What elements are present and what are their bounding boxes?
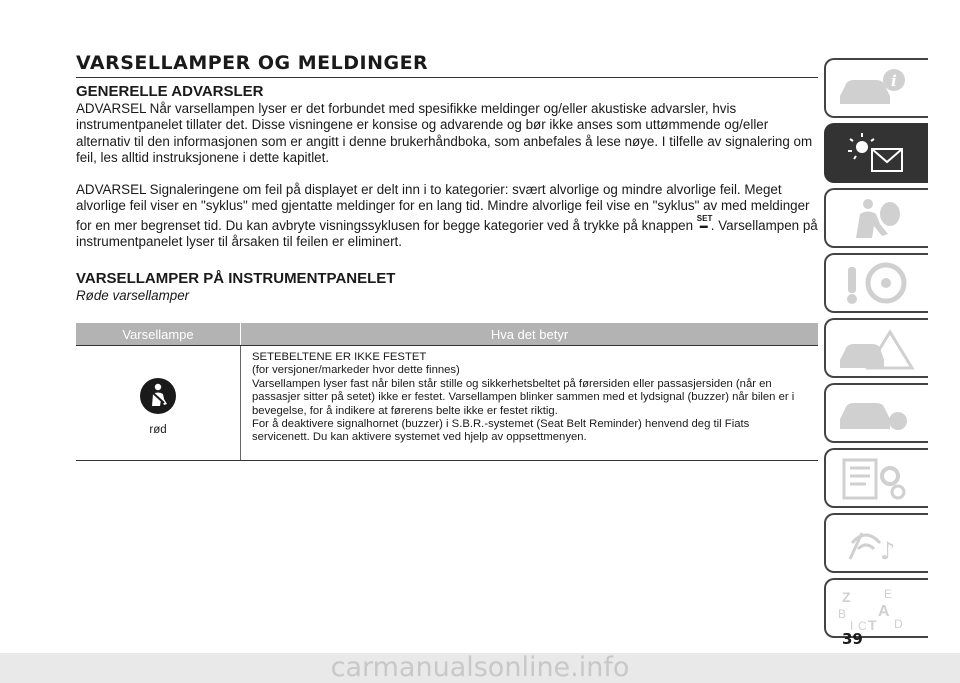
index-letter-d: D [894, 617, 903, 631]
paragraph-2-tail: . Varsellampen på instrumentpanelet lyser til årsaken til feilen er eliminert. [76, 217, 818, 249]
general-warnings-heading: GENERELLE ADVARSLER [76, 83, 264, 100]
index-letter-e: E [884, 587, 893, 601]
tab-index[interactable] [824, 578, 928, 638]
set-button-icon: SET ▬ [696, 213, 713, 230]
technical-data-icon [832, 454, 922, 504]
svg-text:i: i [891, 72, 897, 90]
tab-safety[interactable] [824, 188, 928, 248]
header-meaning: Hva det betyr [240, 323, 818, 345]
warning-lights-table [76, 323, 818, 461]
lamp-cell [76, 346, 240, 460]
row-title: SETEBELTENE ER IKKE FESTET [252, 351, 427, 363]
index-icon [832, 584, 922, 634]
warning-lights-messages-icon [832, 129, 922, 179]
lamp-color-label: rød [149, 423, 167, 436]
header-warning-lamp: Varsellampe [122, 326, 194, 342]
general-warnings-paragraph-2 [76, 182, 818, 250]
title-rule [76, 77, 818, 78]
multimedia-icon [832, 519, 922, 569]
index-letter-b: B [838, 607, 847, 621]
set-button-label: SET [696, 213, 713, 223]
general-warnings-paragraph-2-block [76, 182, 818, 250]
table-row [76, 346, 818, 461]
row-text-2: For å deaktivere signalhornet (buzzer) i S.B.R.-systemet (Seat Belt Reminder) henvend deg til Fiats servicenett. Du kan aktivere systemet ved hjelp av oppsettmenyen. [252, 418, 750, 444]
tab-technical-data[interactable] [824, 448, 928, 508]
tab-maintenance[interactable] [824, 383, 928, 443]
car-info-icon [832, 64, 922, 114]
red-warning-lights-subheading: Røde varsellamper [76, 288, 190, 303]
tab-emergency[interactable] [824, 318, 928, 378]
tab-car-info[interactable] [824, 58, 928, 118]
safety-airbag-icon [832, 194, 922, 244]
seatbelt-warning-icon [139, 377, 177, 420]
page-number: 39 [842, 630, 863, 648]
paragraph-2-text: ADVARSEL Signaleringene om feil på displayet er delt inn i to kategorier: svært alvorlige og mindre alvorlige feil. Meget alvorlige feil viser en "syklus" med gjentatte meldinger for en lang tid. Mindre alvorlige feil vise en "syklus" av med meldinger for en mer begrenset tid. Du kan avbryte visningssyklusen for begge kategorier ved å trykke på knappen [76, 182, 810, 233]
starting-driving-icon [832, 259, 922, 309]
tab-warning-lights[interactable] [824, 123, 928, 183]
index-letter-i: I [850, 619, 854, 633]
index-letter-t: T [868, 617, 877, 633]
general-warnings-paragraph-1: ADVARSEL Når varsellampen lyser er det forbundet med spesifikke meldinger og/eller akustiske advarsler, hvis instrumentpanelet tillater det. Disse visningene er konsise og advarende og bør ikke anses som uttømmende og/eller alternativ til den informasjonen som er angitt i denne brukerhåndboka, som anbefales å lese nøye. I tilfelle av signalering om feil, les alltid instruksjonene i dette kapitlet. [76, 101, 813, 165]
tab-starting-driving[interactable] [824, 253, 928, 313]
meaning-cell [240, 346, 818, 460]
index-letter-a: A [878, 603, 890, 620]
maintenance-car-icon [832, 389, 922, 439]
instrument-panel-heading: VARSELLAMPER PÅ INSTRUMENTPANELET [76, 270, 396, 287]
index-letter-z: Z [842, 589, 851, 605]
svg-text:♪: ♪ [880, 537, 896, 565]
tab-multimedia[interactable] [824, 513, 928, 573]
emergency-icon [832, 324, 922, 374]
chapter-tabs [824, 58, 928, 643]
table-header [76, 323, 818, 345]
general-warnings-section [76, 83, 818, 166]
instrument-panel-section [76, 270, 818, 304]
watermark: carmanualsonline.info [0, 653, 960, 683]
page-title: VARSELLAMPER OG MELDINGER [76, 52, 429, 74]
row-subtitle: (for versjoner/markeder hvor dette finnes) [252, 364, 460, 377]
row-text-1: Varsellampen lyser fast når bilen står stille og sikkerhetsbeltet på førersiden eller passasjersiden (når en passasjer sitter på setet) ikke er festet. Varsellampen blinker sammen med et lydsignal (buzzer) når bilen er i bevegelse, for å indikere at førerens belte ikke er festet riktig. [252, 377, 795, 417]
index-letter-c: C [858, 619, 867, 633]
